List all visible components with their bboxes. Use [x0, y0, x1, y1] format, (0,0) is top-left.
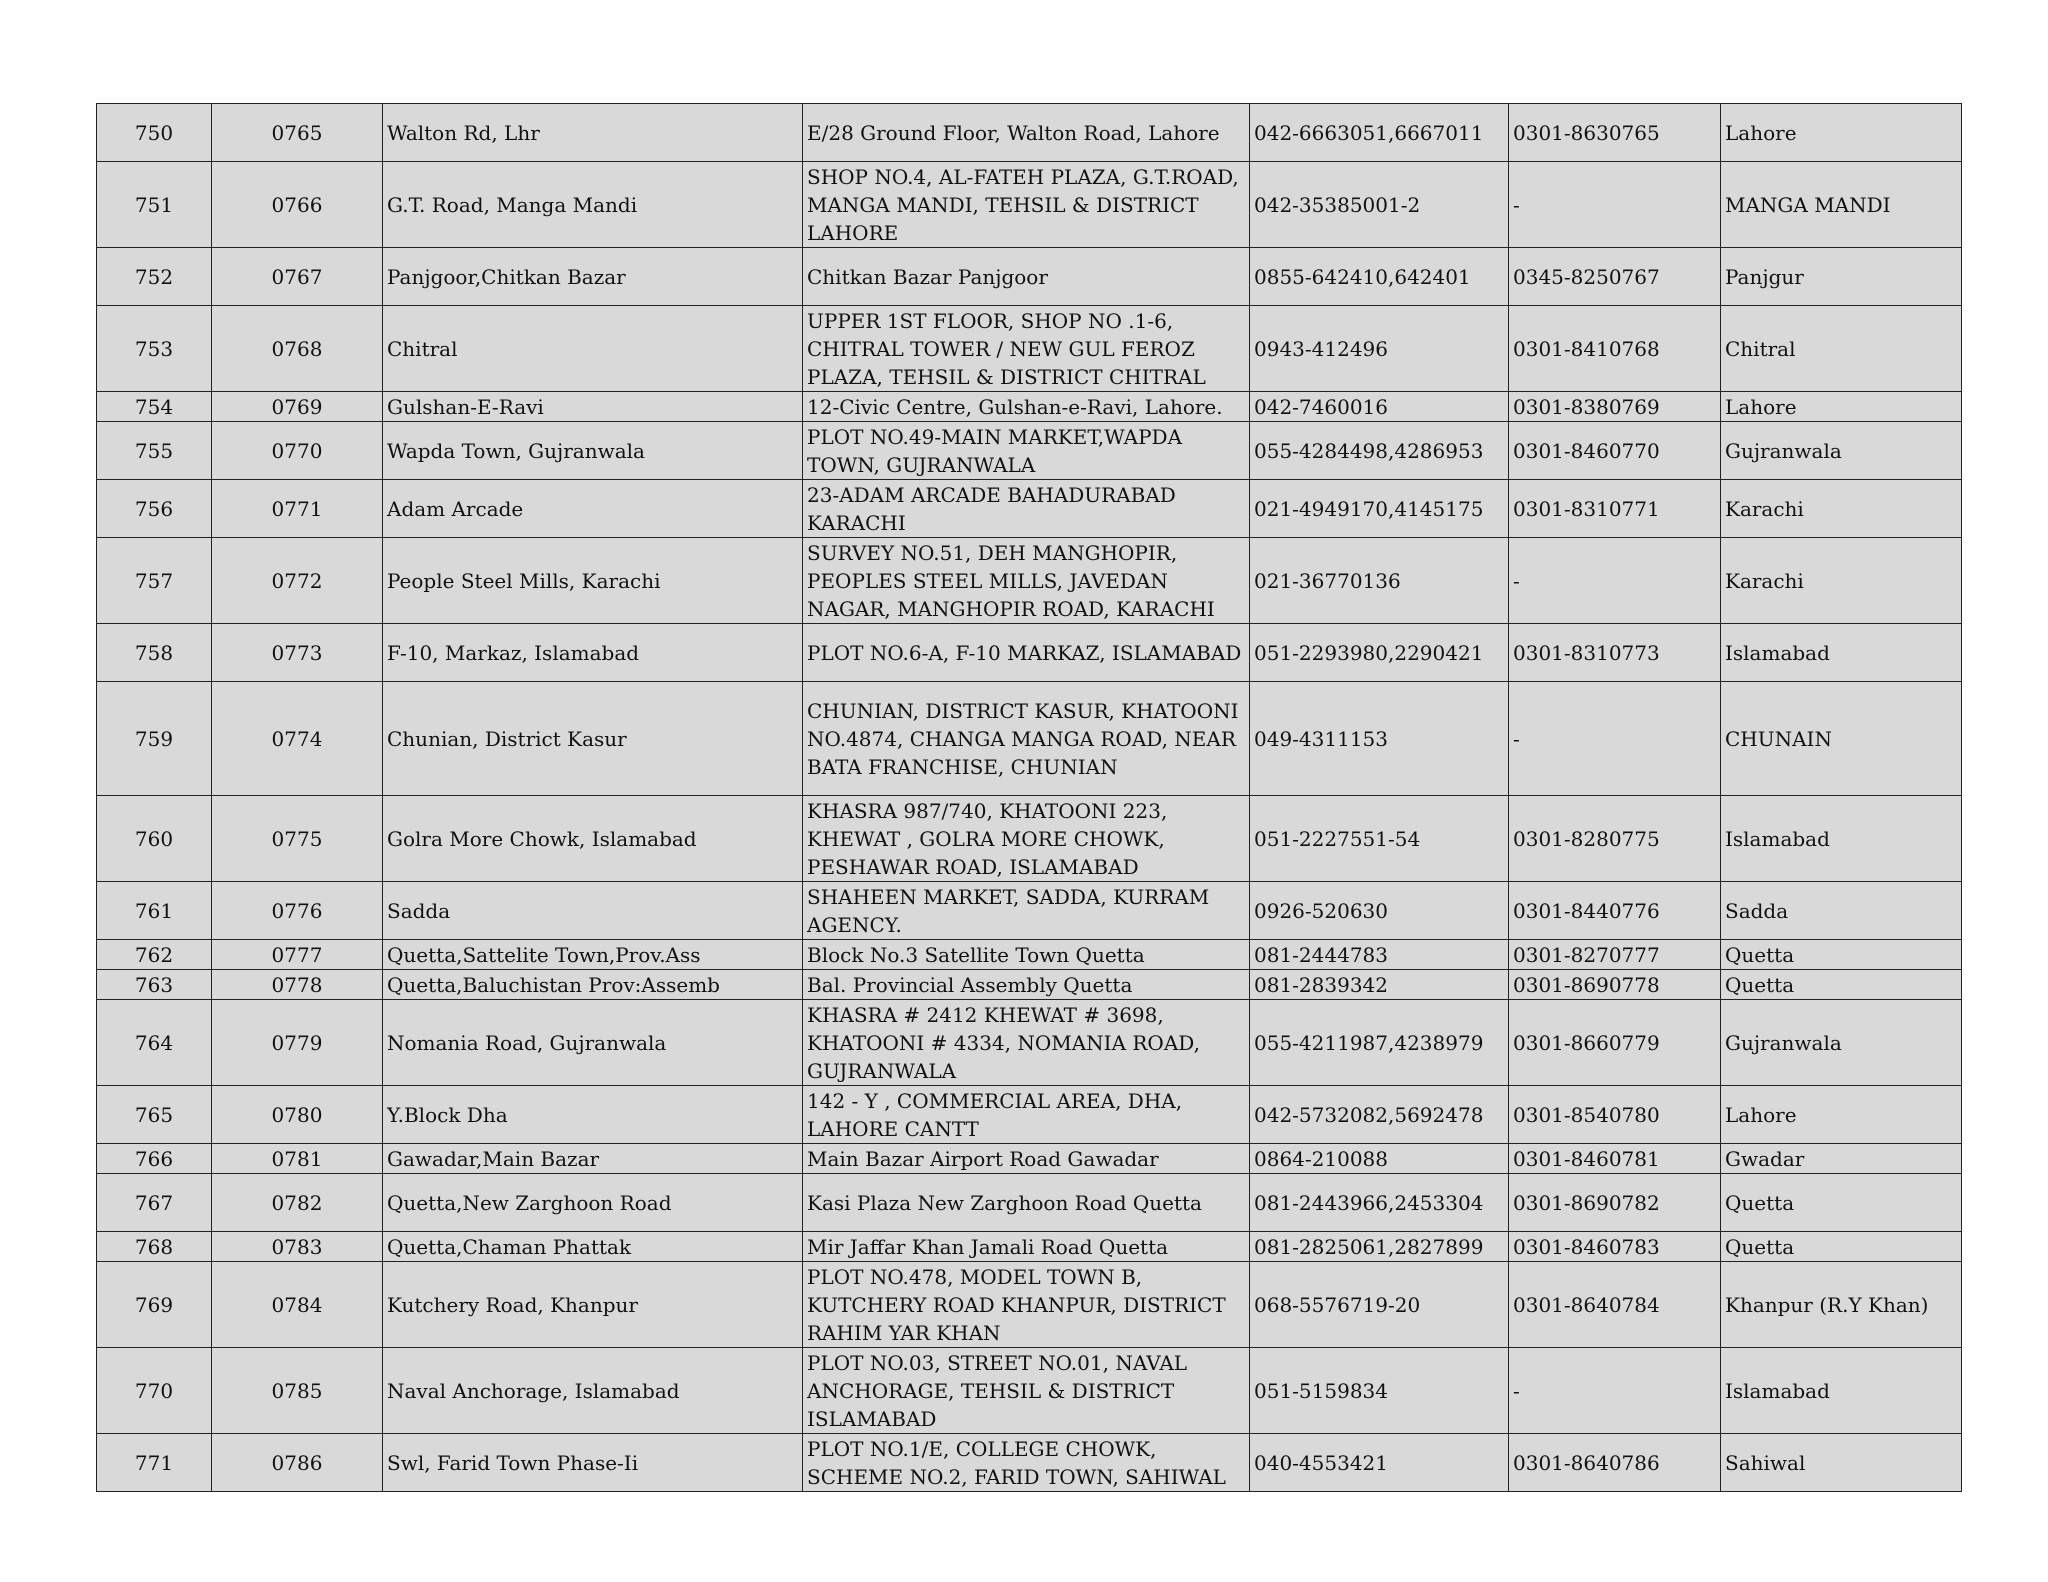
branch-code-cell: 0778 [212, 970, 383, 1000]
branch-code-cell: 0782 [212, 1174, 383, 1232]
city-cell: Islamabad [1721, 1348, 1962, 1434]
address-cell: KHASRA # 2412 KHEWAT # 3698, KHATOONI # 4334, NOMANIA ROAD, GUJRANWALA [803, 1000, 1250, 1086]
phone-cell: 051-2293980,2290421 [1250, 624, 1509, 682]
city-cell: Quetta [1721, 1232, 1962, 1262]
branch-code-cell: 0769 [212, 392, 383, 422]
branch-name-cell: F-10, Markaz, Islamabad [383, 624, 803, 682]
table-row [97, 1348, 1962, 1434]
branch-code-cell: 0786 [212, 1434, 383, 1492]
serial-number-cell: 759 [97, 682, 212, 796]
phone-cell: 021-4949170,4145175 [1250, 480, 1509, 538]
branch-name-cell: Adam Arcade [383, 480, 803, 538]
table-row [97, 1434, 1962, 1492]
mobile-cell: 0301-8640786 [1509, 1434, 1721, 1492]
address-cell: KHASRA 987/740, KHATOONI 223, KHEWAT , GOLRA MORE CHOWK, PESHAWAR ROAD, ISLAMABAD [803, 796, 1250, 882]
serial-number-cell: 751 [97, 162, 212, 248]
address-cell: 23-ADAM ARCADE BAHADURABAD KARACHI [803, 480, 1250, 538]
city-cell: Sahiwal [1721, 1434, 1962, 1492]
branch-code-cell: 0772 [212, 538, 383, 624]
address-cell: 12-Civic Centre, Gulshan-e-Ravi, Lahore. [803, 392, 1250, 422]
branch-code-cell: 0779 [212, 1000, 383, 1086]
address-cell: Chitkan Bazar Panjgoor [803, 248, 1250, 306]
address-cell: Block No.3 Satellite Town Quetta [803, 940, 1250, 970]
mobile-cell: 0301-8630765 [1509, 104, 1721, 162]
mobile-cell: 0301-8410768 [1509, 306, 1721, 392]
table-row [97, 1000, 1962, 1086]
table-row [97, 1174, 1962, 1232]
branch-code-cell: 0780 [212, 1086, 383, 1144]
branch-code-cell: 0775 [212, 796, 383, 882]
address-cell: PLOT NO.03, STREET NO.01, NAVAL ANCHORAGE, TEHSIL & DISTRICT ISLAMABAD [803, 1348, 1250, 1434]
branch-code-cell: 0781 [212, 1144, 383, 1174]
branch-name-cell: People Steel Mills, Karachi [383, 538, 803, 624]
branch-code-cell: 0771 [212, 480, 383, 538]
phone-cell: 0864-210088 [1250, 1144, 1509, 1174]
table-row [97, 162, 1962, 248]
serial-number-cell: 771 [97, 1434, 212, 1492]
city-cell: Islamabad [1721, 624, 1962, 682]
table-row [97, 104, 1962, 162]
address-cell: SURVEY NO.51, DEH MANGHOPIR, PEOPLES STEEL MILLS, JAVEDAN NAGAR, MANGHOPIR ROAD, KARACHI [803, 538, 1250, 624]
serial-number-cell: 755 [97, 422, 212, 480]
table-row [97, 796, 1962, 882]
table-row [97, 682, 1962, 796]
serial-number-cell: 763 [97, 970, 212, 1000]
table-row [97, 480, 1962, 538]
branch-code-cell: 0765 [212, 104, 383, 162]
mobile-cell: 0301-8460770 [1509, 422, 1721, 480]
serial-number-cell: 758 [97, 624, 212, 682]
branch-name-cell: Chunian, District Kasur [383, 682, 803, 796]
serial-number-cell: 769 [97, 1262, 212, 1348]
serial-number-cell: 757 [97, 538, 212, 624]
mobile-cell: 0301-8460783 [1509, 1232, 1721, 1262]
address-cell: CHUNIAN, DISTRICT KASUR, KHATOONI NO.4874, CHANGA MANGA ROAD, NEAR BATA FRANCHISE, CHUNIAN [803, 682, 1250, 796]
mobile-cell: 0301-8440776 [1509, 882, 1721, 940]
branch-code-cell: 0767 [212, 248, 383, 306]
branch-name-cell: Y.Block Dha [383, 1086, 803, 1144]
table-row [97, 624, 1962, 682]
city-cell: Gwadar [1721, 1144, 1962, 1174]
table-row [97, 940, 1962, 970]
serial-number-cell: 760 [97, 796, 212, 882]
serial-number-cell: 768 [97, 1232, 212, 1262]
mobile-cell: - [1509, 682, 1721, 796]
branch-name-cell: Quetta,Baluchistan Prov:Assemb [383, 970, 803, 1000]
branch-name-cell: Quetta,Sattelite Town,Prov.Ass [383, 940, 803, 970]
branch-code-cell: 0784 [212, 1262, 383, 1348]
branch-name-cell: Wapda Town, Gujranwala [383, 422, 803, 480]
branch-name-cell: Gawadar,Main Bazar [383, 1144, 803, 1174]
city-cell: Gujranwala [1721, 422, 1962, 480]
branch-name-cell: G.T. Road, Manga Mandi [383, 162, 803, 248]
mobile-cell: 0301-8270777 [1509, 940, 1721, 970]
address-cell: PLOT NO.49-MAIN MARKET,WAPDA TOWN, GUJRANWALA [803, 422, 1250, 480]
city-cell: Gujranwala [1721, 1000, 1962, 1086]
mobile-cell: 0345-8250767 [1509, 248, 1721, 306]
city-cell: Karachi [1721, 480, 1962, 538]
table-row [97, 1086, 1962, 1144]
phone-cell: 055-4284498,4286953 [1250, 422, 1509, 480]
city-cell: Lahore [1721, 392, 1962, 422]
address-cell: SHOP NO.4, AL-FATEH PLAZA, G.T.ROAD, MANGA MANDI, TEHSIL & DISTRICT LAHORE [803, 162, 1250, 248]
branch-name-cell: Sadda [383, 882, 803, 940]
city-cell: Karachi [1721, 538, 1962, 624]
serial-number-cell: 766 [97, 1144, 212, 1174]
branch-name-cell: Panjgoor,Chitkan Bazar [383, 248, 803, 306]
mobile-cell: 0301-8280775 [1509, 796, 1721, 882]
branch-code-cell: 0770 [212, 422, 383, 480]
branch-name-cell: Nomania Road, Gujranwala [383, 1000, 803, 1086]
table-row [97, 1262, 1962, 1348]
phone-cell: 0926-520630 [1250, 882, 1509, 940]
city-cell: MANGA MANDI [1721, 162, 1962, 248]
city-cell: CHUNAIN [1721, 682, 1962, 796]
branch-code-cell: 0768 [212, 306, 383, 392]
branch-name-cell: Walton Rd, Lhr [383, 104, 803, 162]
serial-number-cell: 750 [97, 104, 212, 162]
serial-number-cell: 752 [97, 248, 212, 306]
mobile-cell: 0301-8690778 [1509, 970, 1721, 1000]
phone-cell: 051-2227551-54 [1250, 796, 1509, 882]
phone-cell: 055-4211987,4238979 [1250, 1000, 1509, 1086]
serial-number-cell: 756 [97, 480, 212, 538]
phone-cell: 081-2839342 [1250, 970, 1509, 1000]
phone-cell: 021-36770136 [1250, 538, 1509, 624]
serial-number-cell: 762 [97, 940, 212, 970]
branch-name-cell: Kutchery Road, Khanpur [383, 1262, 803, 1348]
mobile-cell: 0301-8380769 [1509, 392, 1721, 422]
branch-code-cell: 0777 [212, 940, 383, 970]
phone-cell: 0943-412496 [1250, 306, 1509, 392]
branch-name-cell: Swl, Farid Town Phase-Ii [383, 1434, 803, 1492]
phone-cell: 0855-642410,642401 [1250, 248, 1509, 306]
phone-cell: 049-4311153 [1250, 682, 1509, 796]
table-row [97, 882, 1962, 940]
city-cell: Sadda [1721, 882, 1962, 940]
table-row [97, 538, 1962, 624]
branch-name-cell: Gulshan-E-Ravi [383, 392, 803, 422]
table-row [97, 1232, 1962, 1262]
branch-table [96, 103, 1962, 1492]
branch-code-cell: 0773 [212, 624, 383, 682]
serial-number-cell: 767 [97, 1174, 212, 1232]
mobile-cell: 0301-8690782 [1509, 1174, 1721, 1232]
serial-number-cell: 754 [97, 392, 212, 422]
city-cell: Khanpur (R.Y Khan) [1721, 1262, 1962, 1348]
mobile-cell: 0301-8640784 [1509, 1262, 1721, 1348]
city-cell: Quetta [1721, 970, 1962, 1000]
mobile-cell: - [1509, 162, 1721, 248]
branch-code-cell: 0774 [212, 682, 383, 796]
city-cell: Chitral [1721, 306, 1962, 392]
city-cell: Panjgur [1721, 248, 1962, 306]
branch-table-body [97, 104, 1962, 1492]
serial-number-cell: 770 [97, 1348, 212, 1434]
address-cell: Kasi Plaza New Zarghoon Road Quetta [803, 1174, 1250, 1232]
city-cell: Quetta [1721, 940, 1962, 970]
address-cell: UPPER 1ST FLOOR, SHOP NO .1-6, CHITRAL TOWER / NEW GUL FEROZ PLAZA, TEHSIL & DISTRICT CHITRAL [803, 306, 1250, 392]
table-row [97, 970, 1962, 1000]
phone-cell: 051-5159834 [1250, 1348, 1509, 1434]
branch-name-cell: Naval Anchorage, Islamabad [383, 1348, 803, 1434]
table-row [97, 422, 1962, 480]
mobile-cell: 0301-8460781 [1509, 1144, 1721, 1174]
branch-code-cell: 0766 [212, 162, 383, 248]
phone-cell: 042-7460016 [1250, 392, 1509, 422]
branch-code-cell: 0785 [212, 1348, 383, 1434]
address-cell: E/28 Ground Floor, Walton Road, Lahore [803, 104, 1250, 162]
branch-code-cell: 0776 [212, 882, 383, 940]
mobile-cell: 0301-8310773 [1509, 624, 1721, 682]
serial-number-cell: 761 [97, 882, 212, 940]
serial-number-cell: 764 [97, 1000, 212, 1086]
table-row [97, 248, 1962, 306]
city-cell: Islamabad [1721, 796, 1962, 882]
phone-cell: 081-2444783 [1250, 940, 1509, 970]
address-cell: SHAHEEN MARKET, SADDA, KURRAM AGENCY. [803, 882, 1250, 940]
phone-cell: 068-5576719-20 [1250, 1262, 1509, 1348]
serial-number-cell: 765 [97, 1086, 212, 1144]
address-cell: 142 - Y , COMMERCIAL AREA, DHA, LAHORE CANTT [803, 1086, 1250, 1144]
city-cell: Lahore [1721, 1086, 1962, 1144]
address-cell: PLOT NO.1/E, COLLEGE CHOWK, SCHEME NO.2, FARID TOWN, SAHIWAL [803, 1434, 1250, 1492]
phone-cell: 081-2443966,2453304 [1250, 1174, 1509, 1232]
phone-cell: 042-35385001-2 [1250, 162, 1509, 248]
branch-code-cell: 0783 [212, 1232, 383, 1262]
mobile-cell: 0301-8540780 [1509, 1086, 1721, 1144]
address-cell: PLOT NO.478, MODEL TOWN B, KUTCHERY ROAD KHANPUR, DISTRICT RAHIM YAR KHAN [803, 1262, 1250, 1348]
phone-cell: 040-4553421 [1250, 1434, 1509, 1492]
mobile-cell: - [1509, 1348, 1721, 1434]
mobile-cell: 0301-8660779 [1509, 1000, 1721, 1086]
table-row [97, 1144, 1962, 1174]
table-row [97, 392, 1962, 422]
branch-name-cell: Quetta,New Zarghoon Road [383, 1174, 803, 1232]
city-cell: Lahore [1721, 104, 1962, 162]
city-cell: Quetta [1721, 1174, 1962, 1232]
serial-number-cell: 753 [97, 306, 212, 392]
branch-name-cell: Chitral [383, 306, 803, 392]
address-cell: PLOT NO.6-A, F-10 MARKAZ, ISLAMABAD [803, 624, 1250, 682]
table-row [97, 306, 1962, 392]
address-cell: Mir Jaffar Khan Jamali Road Quetta [803, 1232, 1250, 1262]
address-cell: Bal. Provincial Assembly Quetta [803, 970, 1250, 1000]
address-cell: Main Bazar Airport Road Gawadar [803, 1144, 1250, 1174]
phone-cell: 042-6663051,6667011 [1250, 104, 1509, 162]
branch-name-cell: Quetta,Chaman Phattak [383, 1232, 803, 1262]
branch-name-cell: Golra More Chowk, Islamabad [383, 796, 803, 882]
mobile-cell: - [1509, 538, 1721, 624]
mobile-cell: 0301-8310771 [1509, 480, 1721, 538]
phone-cell: 042-5732082,5692478 [1250, 1086, 1509, 1144]
phone-cell: 081-2825061,2827899 [1250, 1232, 1509, 1262]
